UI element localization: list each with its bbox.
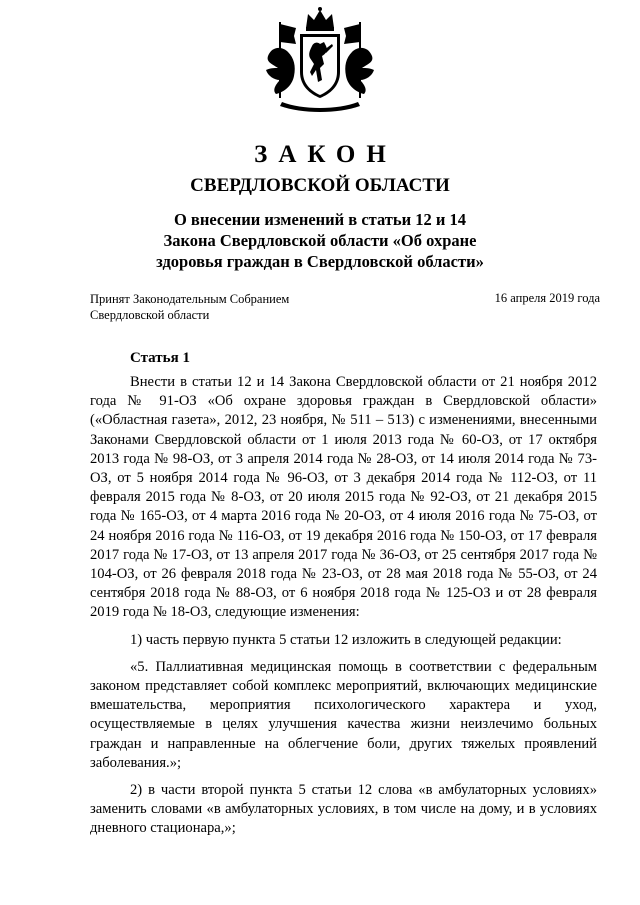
ribbon-icon (280, 102, 360, 112)
subject-line: здоровья граждан в Свердловской области» (156, 252, 484, 271)
region-heading: СВЕРДЛОВСКОЙ ОБЛАСТИ (190, 175, 450, 196)
article-paragraph: «5. Паллиативная медицинская помощь в соответствии с федеральным законом представляет собой комплекс мероприятий, включающих медицинские вмешательства, мероприятия психологического характера и уход, осуществляемые в целях улучшения качества жизни неизлечимо больных граждан и направленные на облегчение боли, других тяжелых проявлений заболевания.»; (90, 658, 597, 771)
left-sable-icon (266, 48, 295, 94)
article-heading: Статья 1 (130, 350, 190, 366)
crown-icon (306, 7, 334, 31)
article-body (90, 373, 597, 847)
article-paragraph: 2) в части второй пункта 5 статьи 12 слова «в амбулаторных условиях» заменить словами «в амбулаторных условиях, в том числе на дому, и в условиях дневного стационара,»; (90, 782, 597, 837)
adoption-note (90, 291, 289, 323)
adoption-date: 16 апреля 2019 года (494, 291, 600, 305)
article-paragraph: Внести в статьи 12 и 14 Закона Свердловской области от 21 ноября 2012 года № 91-ОЗ «Об охране здоровья граждан в Свердловской области» («Областная газета», 2012, 23 ноября, № 511 – 513) с изменениями, внесенными Законами Свердловской области от 1 июля 2013 года № 60-ОЗ, от 17 октября 2013 года № 98-ОЗ, от 3 апреля 2014 года № 28-ОЗ, от 14 июля 2014 года № 73-ОЗ, от 5 ноября 2014 года № 96-ОЗ, от 3 декабря 2014 года № 112-ОЗ, от 11 февраля 2015 года № 8-ОЗ, от 20 июля 2015 года № 92-ОЗ, от 21 декабря 2015 года № 165-ОЗ, от 4 марта 2016 года № 20-ОЗ, от 4 июля 2016 года № 75-ОЗ, от 24 ноября 2016 года № 116-ОЗ, от 19 декабря 2016 года № 150-ОЗ, от 17 февраля 2017 года № 17-ОЗ, от 13 апреля 2017 года № 36-ОЗ, от 25 сентября 2017 года № 104-ОЗ, от 26 февраля 2018 года № 23-ОЗ, от 28 мая 2018 года № 55-ОЗ, от 24 сентября 2018 года № 88-ОЗ, от 6 ноября 2018 года № 125-ОЗ и от 28 февраля 2019 года № 18-ОЗ, следующие изменения: (90, 374, 597, 621)
subject-line: Закона Свердловской области «Об охране (163, 231, 477, 250)
adopted-line: Свердловской области (90, 308, 210, 322)
law-subject (0, 209, 640, 272)
subject-line: О внесении изменений в статьи 12 и 14 (173, 210, 467, 229)
adopted-line: Принят Законодательным Собранием (90, 292, 290, 306)
coat-of-arms-emblem (262, 6, 378, 116)
document-title: ЗАКОН (254, 141, 397, 168)
right-sable-icon (345, 48, 374, 94)
article-paragraph: 1) часть первую пункта 5 статьи 12 изложить в следующей редакции: (130, 631, 562, 648)
shield-icon (300, 34, 340, 98)
